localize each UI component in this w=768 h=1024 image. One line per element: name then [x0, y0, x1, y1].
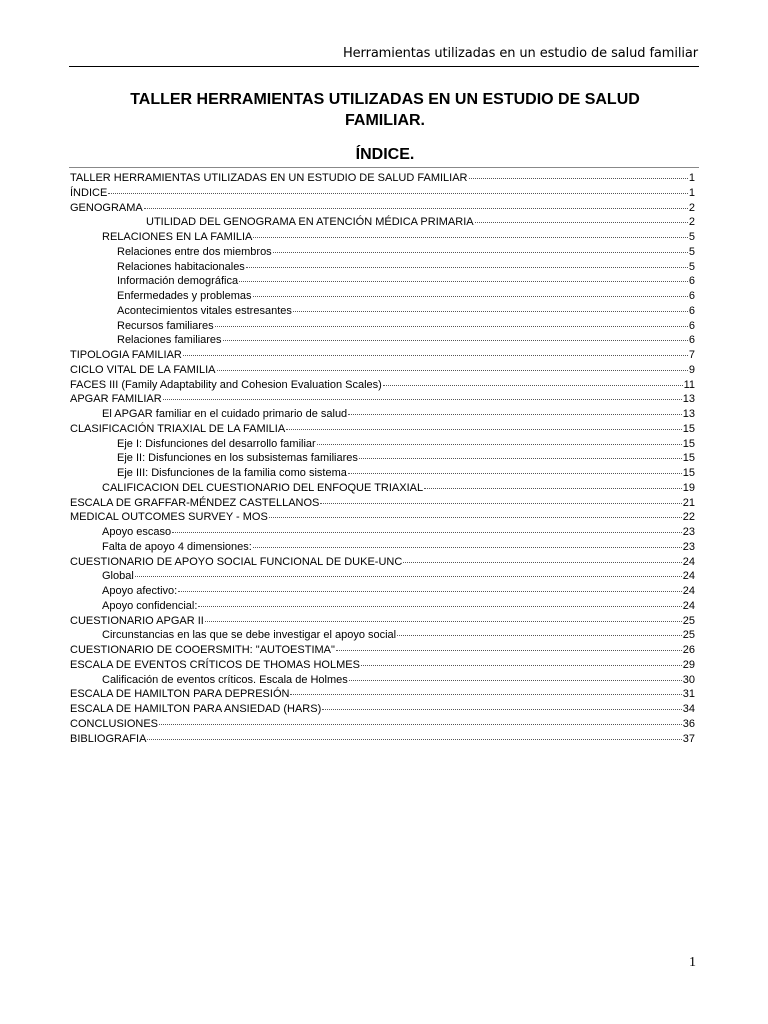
toc-entry[interactable]: [70, 289, 695, 304]
toc-entry-page: 31: [682, 688, 695, 701]
document-title-line-2: FAMILIAR.: [345, 112, 425, 129]
toc-entry-page: 9: [688, 363, 695, 376]
toc-entry[interactable]: [70, 466, 695, 481]
toc-entry-page: 30: [682, 673, 695, 686]
toc-entry-label: Circunstancias en las que se debe investigar el apoyo social: [102, 629, 397, 642]
toc-entry[interactable]: [70, 260, 695, 275]
toc-entry-label: ESCALA DE HAMILTON PARA ANSIEDAD (HARS): [70, 703, 322, 715]
toc-entry-page: 26: [682, 644, 695, 656]
toc-entry-label: Eje I: Disfunciones del desarrollo familiar: [117, 437, 316, 450]
toc-entry[interactable]: [70, 171, 695, 186]
toc-entry-label: ÍNDICE: [70, 186, 108, 199]
toc-entry[interactable]: [70, 319, 695, 334]
toc-dot-leader: [205, 621, 682, 622]
toc-entry-page: 19: [682, 481, 695, 494]
toc-entry[interactable]: [70, 717, 695, 732]
toc-dot-leader: [336, 650, 682, 651]
toc-entry[interactable]: [70, 304, 695, 319]
toc-entry[interactable]: [70, 540, 695, 555]
toc-entry[interactable]: [70, 614, 695, 629]
toc-entry-label: GENOGRAMA: [70, 201, 143, 214]
toc-entry-page: 6: [688, 290, 695, 302]
toc-entry-page: 22: [682, 511, 695, 524]
toc-dot-leader: [475, 222, 688, 223]
toc-entry[interactable]: [70, 673, 695, 688]
toc-entry-label: Apoyo afectivo:: [102, 585, 178, 597]
toc-entry-label: CALIFICACION DEL CUESTIONARIO DEL ENFOQUE TRIAXIAL: [102, 481, 424, 494]
toc-dot-leader: [253, 547, 682, 548]
toc-entry-page: 5: [688, 245, 695, 258]
toc-entry-page: 36: [682, 717, 695, 730]
toc-entry-label: FACES III (Family Adaptability and Cohesion Evaluation Scales): [70, 378, 382, 391]
toc-entry-label: BIBLIOGRAFIA: [70, 732, 147, 745]
toc-dot-leader: [223, 340, 688, 341]
toc-entry[interactable]: [70, 658, 695, 673]
toc-dot-leader: [403, 562, 681, 563]
toc-entry-page: 6: [688, 334, 695, 347]
toc-entry-page: 6: [688, 304, 695, 317]
toc-dot-leader: [290, 694, 681, 695]
toc-dot-leader: [359, 458, 682, 459]
toc-entry-label: Relaciones entre dos miembros: [117, 245, 272, 258]
toc-entry[interactable]: [70, 407, 695, 422]
toc-entry[interactable]: [70, 599, 695, 614]
toc-entry-page: 25: [682, 614, 695, 627]
toc-entry-label: RELACIONES EN LA FAMILIA: [102, 231, 253, 243]
toc-entry-label: ESCALA DE HAMILTON PARA DEPRESIÓN: [70, 688, 290, 701]
toc-dot-leader: [135, 576, 682, 577]
toc-dot-leader: [178, 591, 682, 592]
toc-dot-leader: [183, 355, 688, 356]
toc-entry-page: 15: [682, 437, 695, 450]
toc-entry-label: APGAR FAMILIAR: [70, 393, 162, 406]
toc-entry[interactable]: [70, 628, 695, 643]
toc-entry[interactable]: [70, 378, 695, 393]
toc-entry[interactable]: [70, 348, 695, 363]
toc-entry-page: 5: [688, 231, 695, 243]
toc-dot-leader: [348, 473, 682, 474]
toc-entry-page: 24: [682, 570, 695, 583]
toc-entry[interactable]: [70, 687, 695, 702]
toc-dot-leader: [239, 281, 688, 282]
toc-entry-label: Relaciones habitacionales: [117, 260, 245, 273]
toc-dot-leader: [293, 311, 688, 312]
toc-entry-page: 6: [688, 319, 695, 332]
toc-dot-leader: [322, 709, 682, 710]
toc-entry-page: 25: [682, 629, 695, 642]
toc-entry-page: 11: [683, 378, 695, 391]
toc-entry-page: 1: [688, 172, 695, 184]
toc-dot-leader: [469, 178, 688, 179]
toc-entry[interactable]: [70, 437, 695, 452]
toc-entry-label: ESCALA DE EVENTOS CRÍTICOS DE THOMAS HOLMES: [70, 658, 360, 671]
toc-entry-page: 21: [682, 496, 695, 509]
toc-entry-page: 24: [682, 585, 695, 597]
toc-dot-leader: [159, 724, 682, 725]
toc-entry[interactable]: [70, 510, 695, 525]
toc-dot-leader: [144, 208, 688, 209]
toc-entry[interactable]: [70, 422, 695, 437]
table-of-contents: [70, 171, 695, 746]
toc-entry-label: El APGAR familiar en el cuidado primario de salud: [102, 408, 348, 420]
toc-entry[interactable]: [70, 333, 695, 348]
toc-entry-label: CLASIFICACIÓN TRIAXIAL DE LA FAMILIA: [70, 422, 286, 435]
toc-dot-leader: [108, 193, 688, 194]
toc-entry-label: Apoyo escaso: [102, 526, 172, 538]
document-title: [80, 89, 690, 131]
toc-entry[interactable]: [70, 496, 695, 511]
toc-dot-leader: [172, 532, 682, 533]
toc-entry[interactable]: [70, 215, 695, 230]
toc-dot-leader: [361, 665, 682, 666]
toc-dot-leader: [349, 680, 682, 681]
page-number: 1: [689, 955, 696, 970]
toc-entry-page: 7: [688, 349, 695, 361]
toc-entry-label: CUESTIONARIO DE COOERSMITH: "AUTOESTIMA": [70, 644, 335, 656]
toc-dot-leader: [317, 444, 682, 445]
toc-entry-page: 15: [682, 467, 695, 479]
toc-dot-leader: [253, 296, 688, 297]
toc-dot-leader: [424, 488, 682, 489]
toc-entry-label: TALLER HERRAMIENTAS UTILIZADAS EN UN ESTUDIO DE SALUD FAMILIAR: [70, 172, 468, 184]
toc-entry-label: Global: [102, 570, 134, 583]
toc-entry-label: Enfermedades y problemas: [117, 290, 252, 302]
toc-dot-leader: [383, 385, 683, 386]
toc-entry-label: Información demográfica: [117, 275, 239, 288]
toc-dot-leader: [246, 267, 688, 268]
toc-entry-label: Acontecimientos vitales estresantes: [117, 304, 292, 317]
toc-entry-label: Falta de apoyo 4 dimensiones:: [102, 540, 252, 553]
toc-entry-page: 29: [682, 658, 695, 671]
toc-entry-label: MEDICAL OUTCOMES SURVEY - MOS: [70, 511, 268, 524]
toc-entry-page: 24: [682, 555, 695, 568]
toc-dot-leader: [215, 326, 688, 327]
toc-entry-page: 24: [682, 599, 695, 612]
toc-dot-leader: [198, 606, 681, 607]
toc-entry[interactable]: [70, 643, 695, 658]
toc-entry-page: 23: [682, 526, 695, 538]
toc-entry-page: 13: [682, 393, 695, 406]
toc-entry-page: 2: [688, 201, 695, 214]
toc-entry[interactable]: [70, 230, 695, 245]
toc-entry-label: Eje II: Disfunciones en los subsistemas familiares: [117, 452, 358, 465]
toc-dot-leader: [217, 370, 688, 371]
toc-entry-page: 1: [688, 186, 695, 199]
toc-entry[interactable]: [70, 201, 695, 216]
toc-entry[interactable]: [70, 186, 695, 201]
header-rule: [69, 66, 699, 67]
toc-entry[interactable]: [70, 274, 695, 289]
document-title-line-1: TALLER HERRAMIENTAS UTILIZADAS EN UN ESTUDIO DE SALUD: [130, 91, 640, 108]
toc-entry[interactable]: [70, 525, 695, 540]
toc-entry-page: 15: [682, 452, 695, 465]
toc-entry-label: CUESTIONARIO DE APOYO SOCIAL FUNCIONAL DE DUKE-UNC: [70, 555, 403, 568]
toc-entry-page: 23: [682, 540, 695, 553]
toc-entry[interactable]: [70, 584, 695, 599]
toc-entry[interactable]: [70, 732, 695, 747]
toc-entry[interactable]: [70, 451, 695, 466]
toc-dot-leader: [348, 414, 682, 415]
toc-entry-page: 6: [688, 275, 695, 288]
toc-entry[interactable]: [70, 481, 695, 496]
toc-entry-page: 5: [688, 260, 695, 273]
toc-entry-page: 34: [682, 703, 695, 715]
toc-dot-leader: [147, 739, 681, 740]
toc-dot-leader: [320, 503, 681, 504]
toc-entry-page: 37: [682, 732, 695, 745]
toc-entry-label: ESCALA DE GRAFFAR-MÉNDEZ CASTELLANOS: [70, 496, 320, 509]
toc-heading: ÍNDICE.: [355, 146, 415, 163]
toc-entry-page: 2: [688, 216, 695, 229]
toc-dot-leader: [253, 237, 687, 238]
toc-entry-label: Eje III: Disfunciones de la familia como sistema: [117, 467, 347, 479]
toc-entry-page: 13: [682, 408, 695, 420]
toc-dot-leader: [397, 635, 682, 636]
toc-entry-label: CUESTIONARIO APGAR II: [70, 614, 204, 627]
toc-entry-label: Recursos familiares: [117, 319, 214, 332]
toc-entry[interactable]: [70, 392, 695, 407]
running-header: Herramientas utilizadas en un estudio de salud familiar: [342, 46, 698, 61]
toc-dot-leader: [273, 252, 688, 253]
toc-entry-label: TIPOLOGIA FAMILIAR: [70, 349, 182, 361]
toc-dot-leader: [163, 399, 682, 400]
toc-entry-label: CONCLUSIONES: [70, 717, 159, 730]
toc-entry-label: CICLO VITAL DE LA FAMILIA: [70, 363, 216, 376]
toc-dot-leader: [286, 429, 682, 430]
toc-dot-leader: [269, 517, 682, 518]
toc-entry-label: Relaciones familiares: [117, 334, 222, 347]
toc-entry[interactable]: [70, 555, 695, 570]
toc-entry-page: 15: [682, 422, 695, 435]
toc-entry[interactable]: [70, 245, 695, 260]
toc-rule: [69, 167, 699, 168]
toc-entry[interactable]: [70, 702, 695, 717]
toc-entry[interactable]: [70, 363, 695, 378]
toc-entry-label: Apoyo confidencial:: [102, 599, 198, 612]
toc-entry[interactable]: [70, 569, 695, 584]
toc-entry-label: Calificación de eventos críticos. Escala de Holmes: [102, 673, 348, 686]
toc-entry-label: UTILIDAD DEL GENOGRAMA EN ATENCIÓN MÉDICA PRIMARIA: [146, 216, 474, 229]
